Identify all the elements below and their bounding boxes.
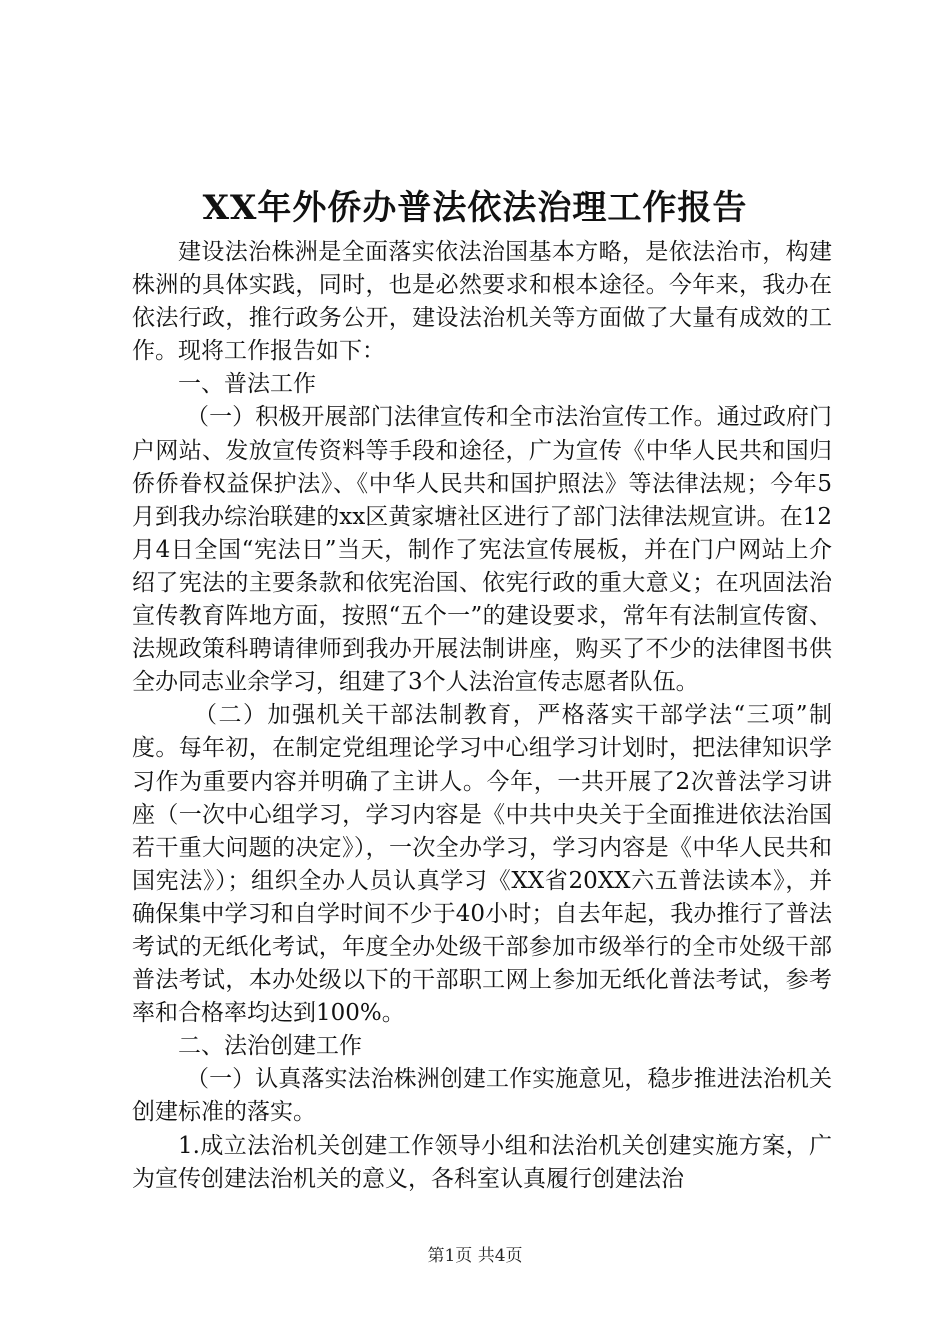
- numbered-paragraph-1: 1.成立法治机关创建工作领导小组和法治机关创建实施方案，广为宣传创建法治机关的意义，各科室认真履行创建法治: [132, 1132, 832, 1192]
- section-heading-2: 二、法治创建工作: [178, 1033, 362, 1060]
- document-body: [132, 236, 832, 1196]
- subsection-paragraph-2-1: （一）认真落实法治株洲创建工作实施意见，稳步推进法治机关创建标准的落实。: [132, 1066, 832, 1126]
- intro-paragraph: 建设法治株洲是全面落实依法治国基本方略，是依法治市，构建株洲的具体实践，同时，也是必然要求和根本途径。今年来，我办在依法行政，推行政务公开，建设法治机关等方面做了大量有成效的工作。现将工作报告如下：: [132, 239, 832, 365]
- subsection-paragraph-1-1: （一）积极开展部门法律宣传和全市法治宣传工作。通过政府门户网站、发放宣传资料等手段和途径，广为宣传《中华人民共和国归侨侨眷权益保护法》、《中华人民共和国护照法》等法律法规；今年5月到我办综治联建的xx区黄家塘社区进行了部门法律法规宣讲。在12月4日全国“宪法日”当天，制作了宪法宣传展板，并在门户网站上介绍了宪法的主要条款和依宪治国、依宪行政的重大意义；在巩固法治宣传教育阵地方面，按照“五个一”的建设要求，常年有法制宣传窗、法规政策科聘请律师到我办开展法制讲座，购买了不少的法律图书供全办同志业余学习，组建了3个人法治宣传志愿者队伍。: [132, 404, 832, 696]
- page-number: 第1页 共4页: [427, 1246, 523, 1266]
- document-title: XX年外侨办普法依法治理工作报告: [202, 188, 748, 228]
- section-heading-1: 一、普法工作: [178, 371, 316, 398]
- subsection-paragraph-1-2: （二）加强机关干部法制教育，严格落实干部学法“三项”制度。每年初，在制定党组理论学习中心组学习计划时，把法律知识学习作为重要内容并明确了主讲人。今年，一共开展了2次普法学习讲座（一次中心组学习，学习内容是《中共中央关于全面推进依法治国若干重大问题的决定》），一次全办学习，学习内容是《中华人民共和国宪法》）；组织全办人员认真学习《XX省20XX六五普法读本》，并确保集中学习和自学时间不少于40小时；自去年起，我办推行了普法考试的无纸化考试，年度全办处级干部参加市级举行的全市处级干部普法考试，本办处级以下的干部职工网上参加无纸化普法考试，参考率和合格率均达到100%。: [132, 702, 832, 1027]
